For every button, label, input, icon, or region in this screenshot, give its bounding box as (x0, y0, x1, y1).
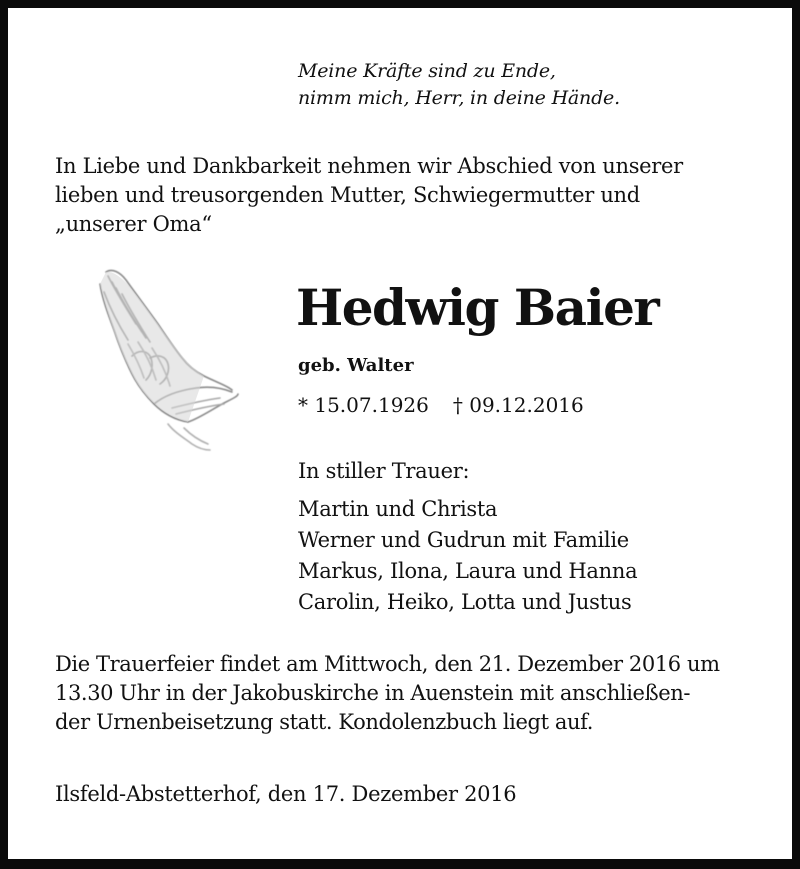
motto-line-1: Meine Kräfte sind zu Ende, (298, 60, 556, 82)
life-dates (298, 391, 584, 419)
motto-verse (298, 58, 620, 112)
intro-line-2: lieben und treusorgenden Mutter, Schwiegermutter und (55, 183, 640, 207)
death-date: † 09.12.2016 (452, 393, 584, 417)
ceremony-text (55, 650, 720, 737)
place-and-date: Ilsfeld-Abstetterhof, den 17. Dezember 2016 (55, 782, 517, 806)
mourner-line: Werner und Gudrun mit Familie (298, 528, 629, 552)
mourners-heading: In stiller Trauer: (298, 459, 470, 483)
motto-line-2: nimm mich, Herr, in deine Hände. (298, 87, 620, 109)
mourners-block (298, 456, 637, 618)
birth-date: * 15.07.1926 (298, 393, 429, 417)
mourner-line: Markus, Ilona, Laura und Hanna (298, 559, 638, 583)
intro-line-1: In Liebe und Dankbarkeit nehmen wir Abschied von unserer (55, 154, 683, 178)
mourner-line: Carolin, Heiko, Lotta und Justus (298, 590, 632, 614)
maiden-name: geb. Walter (298, 355, 414, 376)
deceased-name: Hedwig Baier (296, 278, 659, 337)
intro-text (55, 152, 683, 239)
ceremony-line-2: 13.30 Uhr in der Jakobuskirche in Auenstein mit anschließen- (55, 681, 691, 705)
ceremony-line-3: der Urnenbeisetzung statt. Kondolenzbuch liegt auf. (55, 710, 594, 734)
mourner-line: Martin und Christa (298, 497, 498, 521)
intro-line-3: „unserer Oma“ (55, 212, 212, 236)
praying-hands-icon (92, 258, 240, 454)
ceremony-line-1: Die Trauerfeier findet am Mittwoch, den 21. Dezember 2016 um (55, 652, 720, 676)
